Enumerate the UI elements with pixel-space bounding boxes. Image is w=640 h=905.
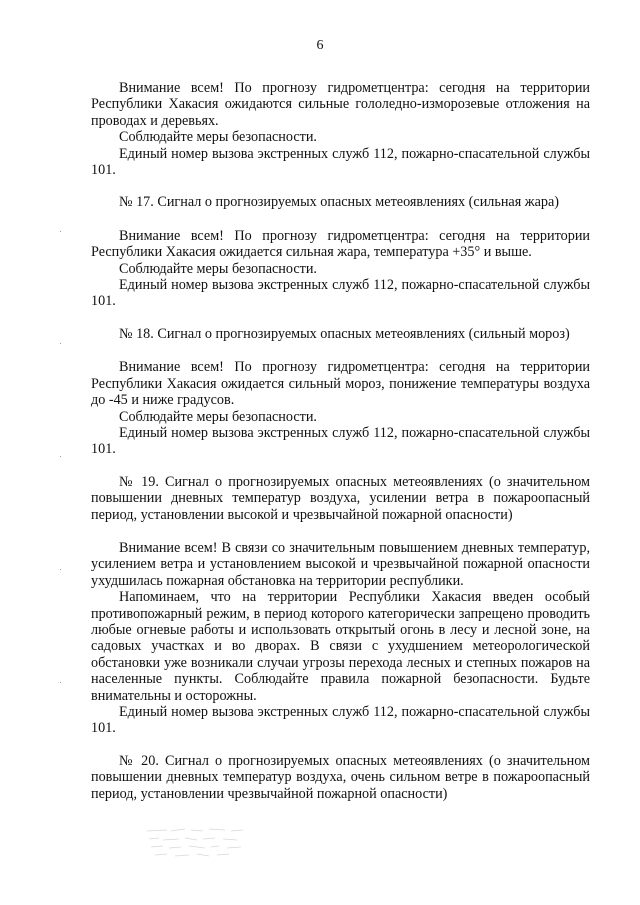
paragraph: Соблюдайте меры безопасности. — [119, 129, 317, 146]
scan-speck — [60, 231, 61, 232]
paragraph: Внимание всем! По прогнозу гидрометцентра: сегодня на территории Республики Хакасия ожидается сильная жара, температура +35° и выше. — [91, 227, 590, 261]
paragraph: Напоминаем, что на территории Республики Хакасия введен особый противопожарный режим, в период которого категорически запрещено проводить любые огневые работы и использовать открытый огонь в лесу и лесной зоне, на садовых участках и во дворах. В связи с ухудшением метеорологической обстановки уже возникали случаи угрозы перехода лесных и степных пожаров на населенные пункты. Соблюдайте правила пожарной безопасности. Будьте внимательны и осторожны. — [91, 589, 590, 704]
paragraph: Единый номер вызова экстренных служб 112, пожарно-спасательной службы 101. — [91, 704, 590, 737]
faint-stamp-mark — [145, 823, 265, 863]
paragraph: Соблюдайте меры безопасности. — [119, 408, 317, 425]
paragraph: Единый номер вызова экстренных служб 112, пожарно-спасательной службы 101. — [91, 277, 590, 310]
paragraph: Внимание всем! По прогнозу гидрометцентра: сегодня на территории Республики Хакасия ожидаются сильные гололедно-изморозевые отложения на проводах и деревьях. — [91, 80, 590, 129]
section-heading-19: № 19. Сигнал о прогнозируемых опасных метеоявлениях (о значительном повышении дневных температур воздуха, усилении ветра в пожароопасный период, установлении высокой и чрезвычайной пожарной опасности) — [91, 473, 590, 523]
scan-speck — [60, 343, 61, 344]
section-heading-18: № 18. Сигнал о прогнозируемых опасных метеоявлениях (сильный мороз) — [119, 325, 570, 342]
scan-speck — [60, 456, 61, 457]
section-heading-17: № 17. Сигнал о прогнозируемых опасных метеоявлениях (сильная жара) — [119, 194, 560, 211]
section-heading-20: № 20. Сигнал о прогнозируемых опасных метеоявлениях (о значительном повышении дневных температур воздуха, очень сильном ветре в пожароопасный период, установлении чрезвычайной пожарной опасности) — [91, 752, 590, 802]
document-body — [91, 80, 590, 819]
page-number: 6 — [316, 38, 324, 53]
paragraph: Внимание всем! В связи со значительным повышением дневных температур, усилением ветра и установлением высокой и чрезвычайной пожарной опасности ухудшилась пожарная обстановка на территории республики. — [91, 539, 590, 589]
scan-speck — [60, 682, 61, 683]
paragraph: Единый номер вызова экстренных служб 112, пожарно-спасательной службы 101. — [91, 424, 590, 458]
scan-speck — [60, 569, 61, 570]
paragraph: Соблюдайте меры безопасности. — [119, 260, 317, 277]
paragraph: Внимание всем! По прогнозу гидрометцентра: сегодня на территории Республики Хакасия ожидается сильный мороз, понижение температуры воздуха до -45 и ниже градусов. — [91, 359, 590, 409]
paragraph: Единый номер вызова экстренных служб 112, пожарно-спасательной службы 101. — [91, 145, 590, 179]
